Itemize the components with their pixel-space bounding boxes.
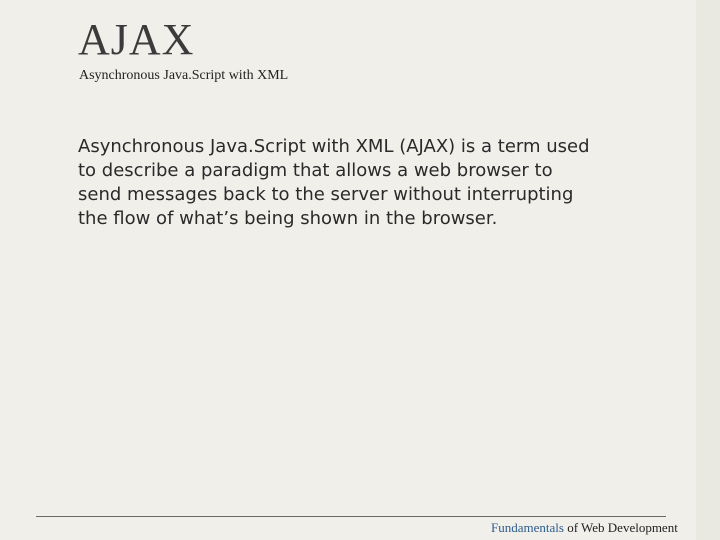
slide-title: AJAX [78,15,195,64]
footer-divider [36,516,666,517]
footer-accent-text: Fundamentals [491,520,564,535]
footer-rest-text: of Web Development [563,520,678,535]
slide-footer [491,520,678,536]
slide-side-strip [696,0,720,540]
slide-body-text: Asynchronous Java.Script with XML (AJAX) is a term used to describe a paradigm that allows a web browser to send messages back to the server without interrupting the flow of what’s being shown in the browser. [78,136,590,229]
slide-subtitle: Asynchronous Java.Script with XML [79,68,289,83]
